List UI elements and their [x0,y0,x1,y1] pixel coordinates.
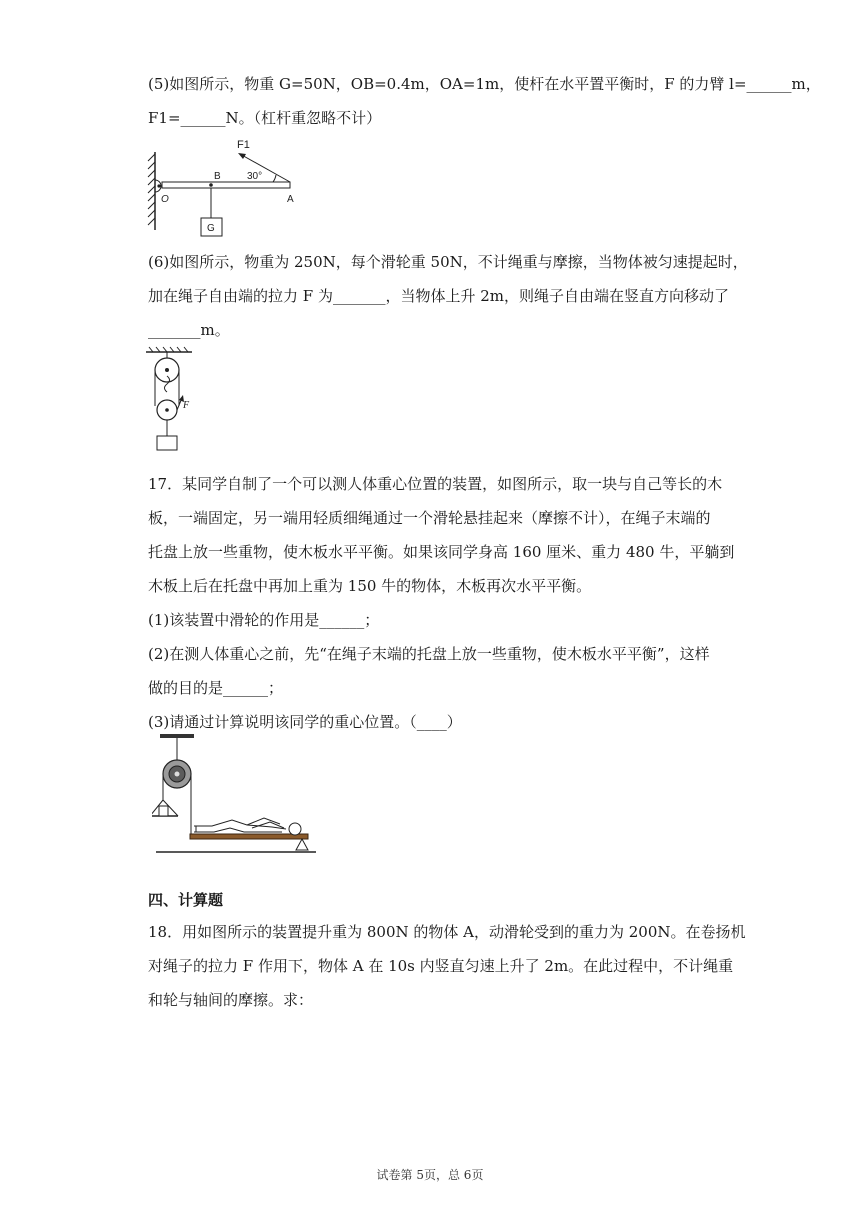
label-f: F [183,400,190,411]
q17-sub2-line1: (2)在测人体重心之前，先“在绳子末端的托盘上放一些重物，使木板水平平衡”，这样 [148,645,710,663]
q18-line3: 和轮与轴间的摩擦。求： [148,991,314,1009]
q16-p6-line2: 加在绳子自由端的拉力 F 为_______，当物体上升 2m，则绳子自由端在竖直方向移动了 [148,287,729,305]
lever-figure [146,134,296,242]
q16-p5-line1: (5)如图所示，物重 G=50N，OB=0.4m，OA=1m，使杆在水平置平衡时，F 的力臂 l=______m， [148,75,821,93]
label-g: G [207,223,215,234]
q17-sub1: (1)该装置中滑轮的作用是______； [148,611,380,629]
gravity-apparatus-figure [152,728,318,864]
q17-line4: 木板上后在托盘中再加上重为 150 牛的物体，木板再次水平平衡。 [148,577,592,595]
label-o: O [161,194,169,205]
q17-line1: 17．某同学自制了一个可以测人体重心位置的装置，如图所示，取一块与自己等长的木 [148,475,723,493]
q17-line2: 板，一端固定，另一端用轻质细绳通过一个滑轮悬挂起来（摩擦不计），在绳子末端的 [148,509,711,527]
q18-line2: 对绳子的拉力 F 作用下，物体 A 在 10s 内竖直匀速上升了 2m。在此过程中，不计绳重 [148,957,734,975]
q16-p6-line3: _______m。 [148,321,230,339]
q16-p6-line1: (6)如图所示，物重为 250N，每个滑轮重 50N，不计绳重与摩擦，当物体被匀速提起时， [148,253,748,271]
section-title: 四、计算题 [148,891,224,909]
q18-line1: 18．用如图所示的装置提升重为 800N 的物体 A，动滑轮受到的重力为 200N。在卷扬机 [148,923,746,941]
q16-p5-line2: F1=______N。（杠杆重忽略不计） [148,109,382,127]
q17-line3: 托盘上放一些重物，使木板水平平衡。如果该同学身高 160 厘米、重力 480 牛，平躺到 [148,543,735,561]
q17-sub2-line2: 做的目的是______； [148,679,284,697]
pulley-figure [140,346,200,454]
label-b: B [214,171,221,182]
label-f1: F1 [237,139,250,151]
q17-sub3: (3)请通过计算说明该同学的重心位置。（____） [148,713,462,731]
label-angle: 30° [247,171,263,182]
page-footer: 试卷第 5页，总 6页 [376,1168,484,1182]
label-a: A [287,194,294,205]
